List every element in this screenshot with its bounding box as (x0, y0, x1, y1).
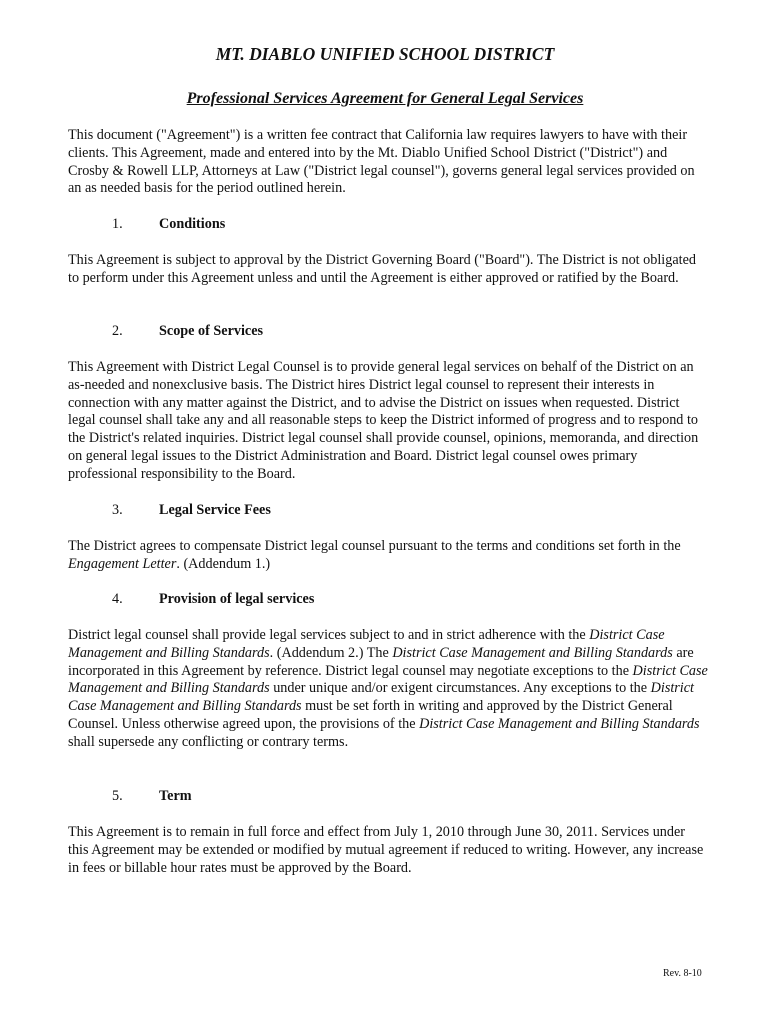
intro-paragraph: This document ("Agreement") is a written fee contract that California law requires lawyers to have with their clients. This Agreement, made and entered into by the Mt. Diablo Unified School District ("District") and Crosby & Rowell LLP, Attorneys at Law ("District legal counsel"), governs general legal services provided on an as needed basis for the period outlined herein. (68, 127, 695, 197)
section-text-fees: The District agrees to compensate District legal counsel pursuant to the terms and conditions set forth in the Engagement Letter. (Addendum 1.) (68, 538, 681, 572)
section-title: Conditions (159, 216, 226, 232)
section-text-provision: District legal counsel shall provide legal services subject to and in strict adherence with the District Case Management and Billing Standards. (Addendum 2.) The District Case Management and Billing Standards are incorporated in this Agreement by reference. District legal counsel may negotiate exceptions to the District Case Management and Billing Standards under unique and/or exigent circumstances. Any exceptions to the District Case Management and Billing Standards must be set forth in writing and approved by the District General Counsel. Unless otherwise agreed upon, the provisions of the District Case Management and Billing Standards shall supersede any conflicting or contrary terms. (68, 627, 708, 750)
section-number: 1. (112, 216, 123, 232)
section-title: Legal Service Fees (159, 502, 271, 518)
section-number: 4. (112, 591, 123, 607)
revision-label: Rev. 8-10 (663, 968, 702, 979)
section-title: Term (159, 788, 192, 804)
section-number: 2. (112, 323, 123, 339)
document-subtitle: Professional Services Agreement for General Legal Services (186, 90, 584, 107)
section-number: 5. (112, 788, 123, 804)
section-title: Scope of Services (159, 323, 264, 339)
document-title: MT. DIABLO UNIFIED SCHOOL DISTRICT (215, 44, 555, 64)
section-text-term: This Agreement is to remain in full force and effect from July 1, 2010 through June 30, 2011. Services under this Agreement may be extended or modified by mutual agreement if reduced to writing. However, any increase in fees or billable hour rates must be approved by the Board. (68, 824, 704, 876)
section-title: Provision of legal services (159, 591, 315, 607)
section-number: 3. (112, 502, 123, 518)
section-text-scope: This Agreement with District Legal Counsel is to provide general legal services on behalf of the District on an as-needed and nonexclusive basis. The District hires District legal counsel to represent their interests in connection with any matter against the District, and to advise the District on issues when requested. District legal counsel shall take any and all reasonable steps to keep the District informed of progress and to respond to the District's related inquiries. District legal counsel shall provide counsel, opinions, memoranda, and direction on general legal issues to the District Administration and Board. District legal counsel owes primary professional responsibility to the Board. (68, 359, 699, 482)
section-text-conditions: This Agreement is subject to approval by the District Governing Board ("Board"). The District is not obligated to perform under this Agreement unless and until the Agreement is either approved or ratified by the Board. (68, 252, 696, 286)
